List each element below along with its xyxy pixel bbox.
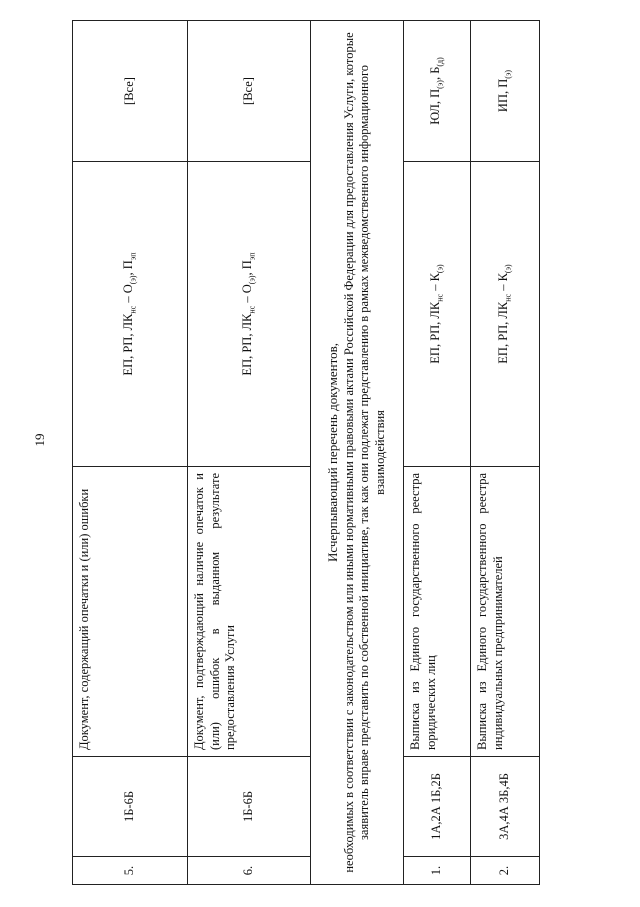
row-description: Выписка из Единого государственного реестра юридических лиц — [404, 467, 471, 757]
channels-sub: (э) — [128, 275, 138, 285]
channels-sub: эп — [128, 252, 138, 261]
row-applicants — [471, 21, 540, 162]
channels-sub: (э) — [503, 264, 513, 274]
row-applicants: [Все] — [73, 21, 188, 162]
row-description: Документ, подтверждающий наличие опечаток и (или) ошибок в выданном результате предоставления Услуги — [188, 467, 311, 757]
row-description: Документ, содержащий опечатки и (или) ошибки — [73, 467, 188, 757]
channels-text: ЕП, РП, ЛК — [428, 301, 443, 364]
section-heading — [311, 21, 404, 885]
channels-sub: (э) — [247, 275, 257, 285]
row-channels — [73, 162, 188, 467]
page-number: 19 — [32, 433, 47, 447]
channels-sub: нс — [435, 293, 445, 302]
channels-tail: , П — [240, 260, 255, 276]
channels-tail: , П — [121, 260, 136, 276]
channels-tail: – К — [428, 273, 443, 294]
channels-text: ЕП, РП, ЛК — [121, 313, 136, 376]
row-channels — [471, 162, 540, 467]
row-number: 6. — [188, 857, 311, 885]
applicants-sub: (д) — [435, 57, 445, 67]
documents-table — [72, 20, 540, 885]
row-applicants: [Все] — [188, 21, 311, 162]
row-number: 2. — [471, 857, 540, 885]
channels-sub: эп — [247, 252, 257, 261]
channels-text: ЕП, РП, ЛК — [496, 301, 511, 364]
row-number: 1. — [404, 857, 471, 885]
section-heading-row — [311, 21, 404, 885]
channels-sub: нс — [503, 293, 513, 302]
table-row — [471, 21, 540, 885]
row-code: 1Б-6Б — [188, 757, 311, 857]
table-row — [188, 21, 311, 885]
applicants-text: ИП, П — [496, 78, 511, 113]
channels-sub: нс — [128, 305, 138, 314]
document-table-area — [72, 20, 572, 885]
row-applicants — [404, 21, 471, 162]
channels-tail: – К — [496, 273, 511, 294]
section-heading-body: необходимых в соответствии с законодательством или иными нормативными правовыми актами Российской Федерации для предоставления Услуги, которые заявитель вправе представить по собственной инициативе, так как они подлежат представлению в рамках межведомственного информационного взаимодействия — [341, 32, 387, 873]
row-number: 5. — [73, 857, 188, 885]
channels-sub: нс — [247, 305, 257, 314]
section-heading-title: Исчерпывающий перечень документов, — [325, 342, 341, 563]
applicants-text: , Б — [428, 66, 443, 81]
row-channels — [188, 162, 311, 467]
row-code: 1А,2А 1Б,2Б — [404, 757, 471, 857]
channels-text: ЕП, РП, ЛК — [240, 313, 255, 376]
row-channels — [404, 162, 471, 467]
channels-sub: (э) — [435, 264, 445, 274]
table-row — [404, 21, 471, 885]
row-description: Выписка из Единого государственного реестра индивидуальных предпринимателей — [471, 467, 540, 757]
row-code: 1Б-6Б — [73, 757, 188, 857]
channels-tail: – О — [240, 284, 255, 306]
table-row — [73, 21, 188, 885]
applicants-text: ЮЛ, П — [428, 88, 443, 125]
row-code: 3А,4А 3Б,4Б — [471, 757, 540, 857]
channels-tail: – О — [121, 284, 136, 306]
applicants-sub: (э) — [435, 80, 445, 89]
rotated-table-frame — [72, 20, 572, 885]
applicants-sub: (э) — [503, 69, 513, 79]
